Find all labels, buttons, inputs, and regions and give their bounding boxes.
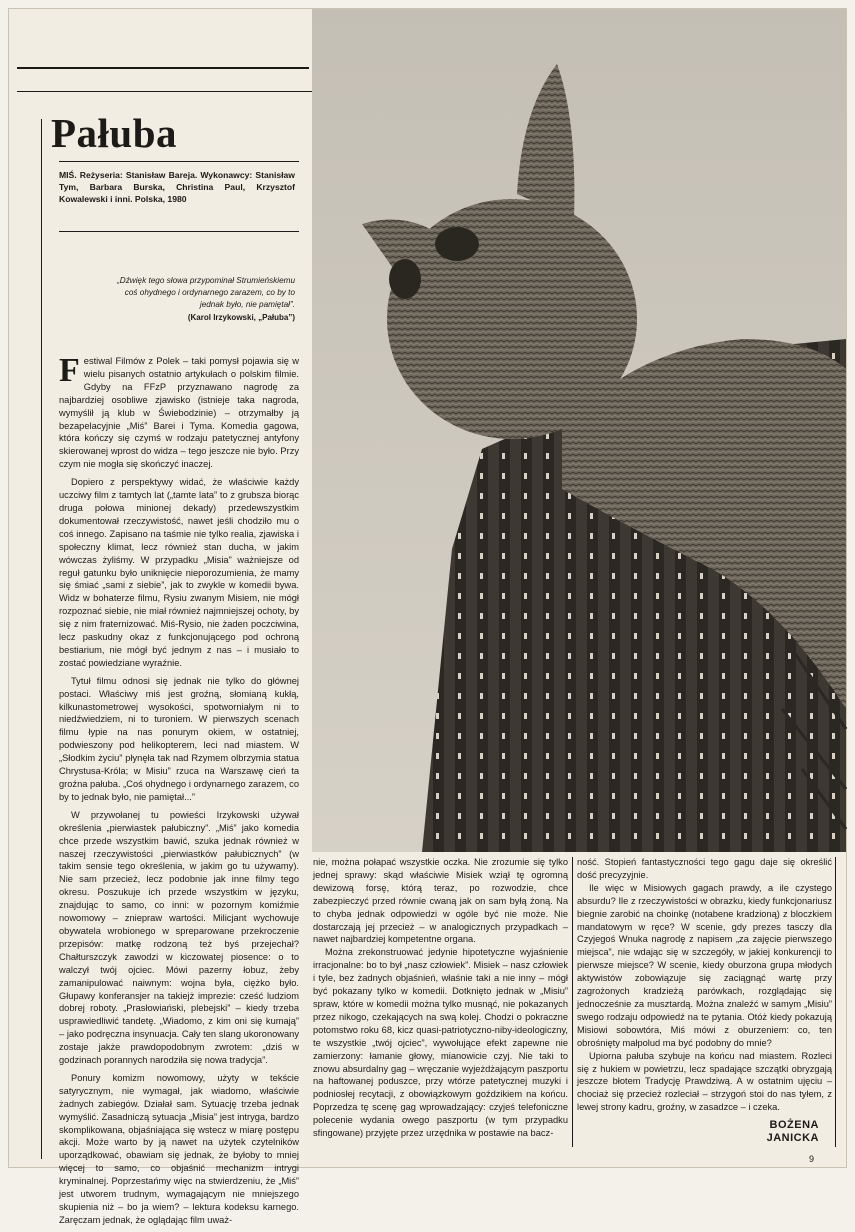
body-paragraph: Ile więc w Misiowych gagach prawdy, a ile czystego absurdu? Ile z rzeczywistości w obrazku, kiedy funkcjonariusz biegnie zarobić na choinkę (notabene kradzioną) z bloczkiem mandatowym w ręce? W scenie, gdy prezes tasczy dla Czyjegoś Wnuka nagrodę z napisem „za zajęcie pierwszego miejsca”, nie wdając się w szczegóły, w jakiej konkurencji to pierwsze miejsce? W scenie, kiedy oburzona grupa młodych aktywistów zobowiązuje się zaciągnąć wartę przy zagrożonych kradzieżą parówkach, rozglądając się jednocześnie za musztardą. Można znaleźć w samym „Misiu” swego rodzaju odpowiedź na te pytania. Otóż kiedy pokazują Misiowi sobowtóra, Miś mówi z oburzeniem: co, ten obrośnięty małpolud ma być podobny do mnie? [577, 882, 832, 1048]
left-column-rule [41, 119, 42, 1159]
drop-cap: F [59, 352, 80, 389]
body-paragraph: W przywołanej tu powieści Irzykowski używał określenia „pierwiastek pałubiczny”. „Miś” jako komedia chce przede wszystkim bawić, szuka jednak również w naszej rzeczywistości „pierwiastków pałubicznych” (w takim sensie tego określenia, w jakim go tu używamy). Nie sam przecież, lecz podobnie jak inne filmy tego okresu. Poszukuje ich przede wszystkim w języku, znajdując to samo, co inni: w pozornym komiźmie nowomowy – zniepraw wartości. Milicjant wychowuje obywatela wrobionego w spreparowane przekroczenie przepisów: matkę rodzoną też byś przejechał? Chałturszczyk zawodzi w kiczowatej piosence: o to walczył twój ojciec. Mówi pazerny łobuz, żeby zamanipulować naiwnym: wojna była, ciężko było. Głupawy konferansjer na takiejż imprezie: cześć ludziom dobrej roboty. „Prasłowiański, plebejski” – kiedy trzeba usprawiedliwić tandetę. „Wiadomo, z kim oni się kumają” – jako podręczna insynuacja. Cały ten slang ukoronowany zostaje jakże prawdopodobnym zwrotem: „dziś w godzinach porannych narodziła się nowa tradycja”. [59, 809, 299, 1066]
body-paragraph: Ponury komizm nowomowy, użyty w tekście satyrycznym, nie wymagał, jak wiadomo, właściwie żadnych zabiegów. Działał sam. Sytuację trzeba jednak wymyślić. Zasadniczą sytuacja „Misia” jest intryga, bardzo skomplikowana, objaśniająca się wstecz w miarę postępu akcji. Może warto by ją nawet na użytek czytelników uporządkować, obawiam się jednak, że byłoby to mniej więcej to samo, co objaśnić mechanizm intrygi kryminalnej. Poprzestańmy więc na stwierdzeniu, że „Miś” jest utworem trudnym, wymagającym nie mniejszego skupienia niż – bo ja wiem? – lektura kodeksu karnego. Zaręczam jednak, że oglądając film uważ- [59, 1072, 299, 1225]
top-rule-thin [17, 91, 313, 92]
magazine-page [8, 8, 847, 1225]
page-number: 9 [809, 1154, 815, 1164]
body-paragraph: Można zrekonstruować jedynie hipotetyczne wyjaśnienie irracjonalne: bo to był „nasz człowiek”. Misiek – nasz człowiek i tyle, bez żadnych objaśnień, właśnie taki a nie inny – mógł być pokazany tylko w komedii. Dotknięto jednak w „Misiu” spraw, które w komedii można tylko musnąć, nie pokazanych przez nikogo, czekających na swą kolej. Chodzi o pokraczne potomstwo roku 68, kicz quasi-patriotyczno-niby-ideologiczny, te wszystkie „twój ojciec”, wywołujące efekt zapewne nie zamierzony: łamanie głowy, mianowicie czyj. Nie taki to znowu absurdalny gag – wręczanie wyjeżdżającym paszportu na haftowanej poduszce, przy wtórze patetycznej muzyki i podniosłej recytacji, z obowiązkowym goździkiem na końcu. Poprzedza tę scenę gag wprowadzający: czyjeś telefoniczne polecenie wydania owego paszportu (w tym przypadku sfingowane) przyjęte przez urzędnika w postawie na bacz- [313, 947, 568, 1139]
author-signature [729, 1119, 819, 1145]
credits-rule-bottom [59, 231, 299, 232]
author-last-name: JANICKA [766, 1132, 819, 1144]
body-paragraph: nie, można połapać wszystkie oczka. Nie zrozumie się tylko jednej sprawy: skąd właściwie Misiek wziął tę ogromną dewizową forsę, którą teraz, po rozwodzie, chce zabezpieczyć przed równie cwaną jak on sam byłą żoną. Na to chyba jednak odpowiedzi w ogóle być nie może. Nie dostarczają jej przecież – w analogicznych przypadkach – nawet najbardziej kompetentne organa. [313, 857, 568, 945]
straw-bear-image [312, 9, 846, 852]
article-title: Pałuba [51, 110, 178, 156]
author-first-name: BOŻENA [769, 1119, 819, 1131]
lead-paragraph [59, 352, 299, 471]
body-paragraph: Dopiero z perspektywy widać, że właściwie każdy uczciwy film z tamtych lat („tamte lata” to z grubsza biorąc druga połowa minionej dekady) przedewszystkim dokumentował rzeczywistość, nawet jeśli chodziło mu o coś innego. Zapisano na taśmie nie tylko realia, zjawiska i społeczny klimat, lecz również stan ducha, w jakim wówczas żyliśmy. W przypadku „Misia” ważniejsze od reguł gatunku było uniknięcie nieporozumienia, że mamy się śmiać „sami z siebie”, jak to zwykle w komedii bywa. Widz w bohaterze filmu, Rysiu zwanym Misiem, nie mógł rozpoznać siebie, nie miał również najmniejszej ochoty, by się z nim fraternizować. Miś-Rysio, nie żaden poczciwina, lecz paskudny okaz z funkcjonującego pod ochroną bestiarium, nie mógł być jednym z nas – i musiało to zostać powiedziane wyraźnie. [59, 477, 299, 668]
column-divider [572, 857, 573, 1147]
top-rule [17, 67, 309, 69]
body-paragraph: Tytuł filmu odnosi się jednak nie tylko do głównej postaci. Właściwy miś jest groźną, słomianą kukłą, kilkunastometrowej wysokości, spotworniałym ni to niedźwiedziem, ni to turoniem. W pierwszych scenach filmu łypie na nas ponurym okiem, w ostatniej, podwieszony pod helikopterem, leci nad miastem. W „Słodkim życiu” płynęła tak nad Rzymem olbrzymia statua Chrystusa-Króla; w Misiu” rzuca na Warszawę cień ta groźna pałuba. „Coś ohydnego i ordynarnego zarazem, co by to jednak było, nie pamiętał...” [59, 675, 299, 802]
epigraph-quote: „Dźwięk tego słowa przypominał Strumieńskiemu coś ohydnego i ordynarnego zarazem, co by to jednak było, nie pamiętał”. [117, 276, 295, 309]
credits-rule-top [59, 161, 299, 162]
article-column-3 [577, 856, 832, 1114]
article-body-left [59, 352, 299, 1232]
body-paragraph: Upiorna pałuba szybuje na końcu nad miastem. Rozleci się z hukiem w powietrzu, lecz spadające szczątki obryzgają jeszcze błotem Tradycję Prawdziwą. A w ostatnim ujęciu – chociaż się przecież rozleciał – strzygoń stoi do nas tyłem, z lewej strony kadru, groźny, w zasadzce – i czeka. [577, 1050, 832, 1113]
epigraph-source: (Karol Irzykowski, „Pałuba”) [187, 313, 295, 322]
right-column-rule [835, 857, 836, 1147]
film-credits: MIŚ. Reżyseria: Stanisław Bareja. Wykonawcy: Stanisław Tym, Barbara Burska, Christina Paul, Krzysztof Kowalewski i inni. Polska, 1980 [59, 170, 295, 205]
bear-photo [312, 9, 846, 852]
body-paragraph: ność. Stopień fantastyczności tego gagu daje się określić dość precyzyjnie. [577, 857, 832, 880]
lead-text: estiwal Filmów z Polek – taki pomysł pojawia się w wielu pisanych ostatnio artykułach o polskim filmie. Gdyby na FFzP przyznawano nagrodę za najbardziej osobliwe zjawisko (istnieje taka nagroda, wymyślił ją klub w Świebodzinie) – otrzymałby ją bezapelacyjnie „Miś” Barei i Tyma. Komedia gagowa, która kończy się czymś w rodzaju patetycznej antyfony skierowanej wprost do widza – tego jeszcze nie było. Przy czym nie mogła się skończyć inaczej. [59, 356, 299, 470]
article-column-2 [313, 856, 568, 1140]
